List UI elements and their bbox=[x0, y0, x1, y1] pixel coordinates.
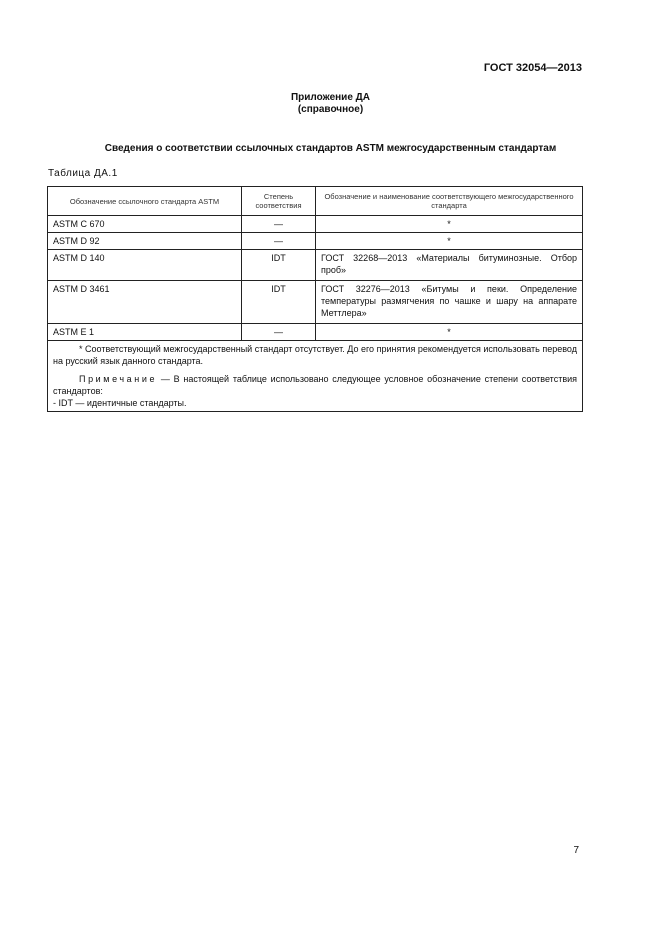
note-label: Примечание bbox=[79, 374, 158, 384]
table-row bbox=[48, 281, 583, 324]
cell-astm: ASTM C 670 bbox=[48, 216, 242, 233]
cell-astm: ASTM D 3461 bbox=[48, 281, 242, 324]
table-row bbox=[48, 216, 583, 233]
table-row bbox=[48, 250, 583, 281]
cell-degree: IDT bbox=[242, 281, 316, 324]
cell-gost: * bbox=[316, 216, 583, 233]
cell-degree: — bbox=[242, 216, 316, 233]
table-header-row bbox=[48, 187, 583, 216]
note bbox=[53, 373, 577, 397]
header-gost: Обозначение и наименование соответствующего межгосударственного стандарта bbox=[316, 187, 583, 216]
cell-gost: ГОСТ 32276—2013 «Битумы и пеки. Определение температуры размягчения по чашке и шару на аппарате Меттлера» bbox=[316, 281, 583, 324]
cell-astm: ASTM E 1 bbox=[48, 324, 242, 341]
table-row bbox=[48, 233, 583, 250]
cell-degree: — bbox=[242, 233, 316, 250]
note-text: — В настоящей таблице использовано следующее условное обозначение степени соответствия стандартов: bbox=[53, 374, 577, 396]
correspondence-table bbox=[47, 186, 583, 412]
table-notes bbox=[48, 341, 583, 412]
footnote: * Соответствующий межгосударственный стандарт отсутствует. До его принятия рекомендуется использовать перевод на русский язык данного стандарта. bbox=[53, 344, 577, 366]
cell-degree: — bbox=[242, 324, 316, 341]
cell-degree: IDT bbox=[242, 250, 316, 281]
note-item: - IDT — идентичные стандарты. bbox=[53, 398, 187, 408]
appendix-title: Приложение ДА bbox=[290, 92, 371, 103]
table-caption: Таблица ДА.1 bbox=[48, 168, 118, 179]
appendix-heading bbox=[0, 92, 661, 116]
header-degree: Степень соответствия bbox=[242, 187, 316, 216]
header-astm: Обозначение ссылочного стандарта ASTM bbox=[48, 187, 242, 216]
appendix-subtitle: (справочное) bbox=[297, 104, 364, 115]
cell-gost: * bbox=[316, 233, 583, 250]
table-notes-row bbox=[48, 341, 583, 412]
page-number: 7 bbox=[573, 845, 579, 856]
cell-gost: ГОСТ 32268—2013 «Материалы битуминозные. Отбор проб» bbox=[316, 250, 583, 281]
cell-astm: ASTM D 140 bbox=[48, 250, 242, 281]
cell-astm: ASTM D 92 bbox=[48, 233, 242, 250]
table-row bbox=[48, 324, 583, 341]
section-title: Сведения о соответствии ссылочных стандартов ASTM межгосударственным стандартам bbox=[104, 143, 557, 154]
document-code: ГОСТ 32054—2013 bbox=[483, 62, 582, 74]
cell-gost: * bbox=[316, 324, 583, 341]
